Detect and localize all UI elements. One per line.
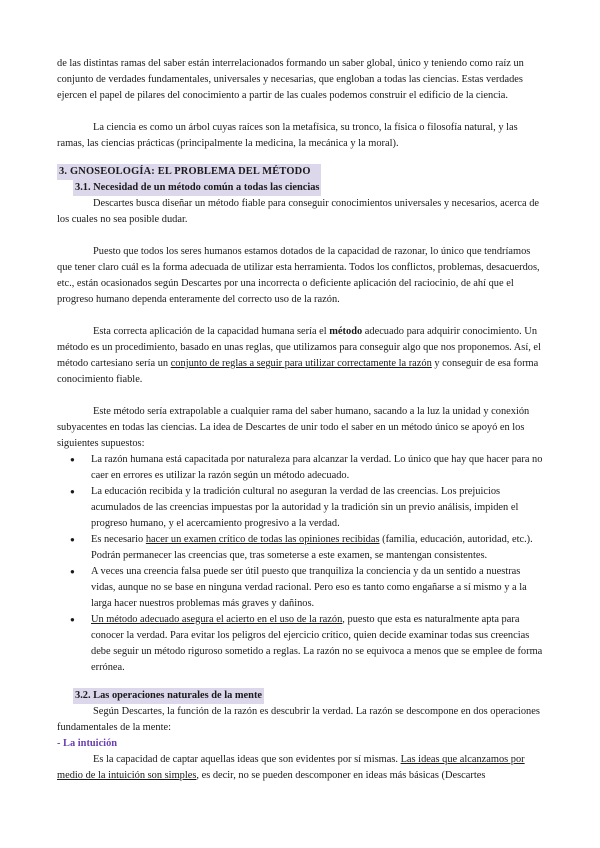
list-item: ● Es necesario hacer un examen crítico de todas las opiniones recibidas (familia, educación, autoridad, etc.). Podrán permanecer las creencias que, tras someterse a este examen, se mantengan consistentes.: [91, 532, 547, 564]
metodo-bold: método: [329, 326, 363, 337]
intro-paragraph-1: de las distintas ramas del saber están interrelacionados formando un saber global, único y teniendo como raíz un conjunto de verdades fundamentales, universales y necesarias, que engloban a todas las ciencias. Estas verdades ejercen el papel de pilares del conocimiento a partir de las cuales podemos construir el edificio de la ciencia.: [57, 58, 524, 101]
list-item: ● A veces una creencia falsa puede ser útil puesto que tranquiliza la conciencia y da un sentido a nuestras vidas, aunque no se base en ninguna verdad racional. Pero eso es tanto como engañarse a sí mismo y a la larga hacer nuestros problemas más graves y dañinos.: [91, 564, 547, 612]
s31-paragraph-4: Este método sería extrapolable a cualquier rama del saber humano, sacando a la luz la unidad y conexión subyacentes en todas las ciencias. La idea de Descartes de unir todo el saber en un método único se apoyó en los siguientes supuestos:: [57, 406, 530, 449]
s32-paragraph-1: Según Descartes, la función de la razón es descubrir la verdad. La razón se descompone en dos operaciones fundamentales de la mente:: [57, 706, 540, 733]
s32-paragraph-2: Es la capacidad de captar aquellas ideas que son evidentes por sí mismas. Las ideas que alcanzamos por medio de la intuición son simples, es decir, no se pueden descomponer en ideas más básicas (Descartes: [57, 754, 525, 781]
list-item: ● La educación recibida y la tradición cultural no aseguran la verdad de las creencias. Los prejuicios acumulados de las creencias impuestas por la autoridad y la tradición sin un previo análisis, impiden el progreso humano, y el acercamiento progresivo a la verdad.: [91, 484, 547, 532]
s31-paragraph-3: Esta correcta aplicación de la capacidad humana sería el método adecuado para adquirir conocimiento. Un método es un procedimiento, basado en unas reglas, que utilizamos para conseguir algo que nos proponemos. Así, el método cartesiano sería un conjunto de reglas a seguir para utilizar correctamente la razón y conseguir de esa forma conocimiento fiable.: [57, 326, 541, 385]
underlined-phrase: conjunto de reglas a seguir para utilizar correctamente la razón: [170, 358, 432, 369]
document-page: [57, 56, 547, 784]
list-item: ● La razón humana está capacitada por naturaleza para alcanzar la verdad. Lo único que hay que hacer para no caer en errores es utilizar la razón según un método adecuado.: [91, 452, 547, 484]
intro-paragraph-2: La ciencia es como un árbol cuyas raíces son la metafísica, su tronco, la física o filosofía natural, y las ramas, las ciencias prácticas (principalmente la medicina, la mecánica y la moral).: [57, 122, 518, 149]
assumptions-list: [57, 452, 547, 676]
section-3-1-heading: 3.1. Necesidad de un método común a todas las ciencias: [73, 180, 321, 196]
s31-paragraph-1: Descartes busca diseñar un método fiable para conseguir conocimientos universales y necesarios, acerca de los cuales no sea posible dudar.: [57, 198, 540, 225]
section-3-heading: 3. GNOSEOLOGÍA: EL PROBLEMA DEL MÉTODO: [57, 164, 321, 180]
s31-paragraph-2: Puesto que todos los seres humanos estamos dotados de la capacidad de razonar, lo único que tendríamos que tener claro cuál es la forma adecuada de utilizar esta herramienta. Todos los conflictos, problemas, desacuerdos, etc., están ocasionados según Descartes por una incorrecta o deficiente aplicación del raciocinio, de ahí que el progreso humano dependa enteramente del correcto uso de la razón.: [57, 246, 540, 305]
intuicion-label: - La intuición: [57, 738, 118, 749]
section-3-2-heading: 3.2. Las operaciones naturales de la mente: [73, 688, 264, 704]
list-item: ● Un método adecuado asegura el acierto en el uso de la razón, puesto que esta es naturalmente apta para conocer la verdad. Para evitar los peligros del ejercicio crítico, quien decide examinar todas sus creencias debe seguir un método riguroso sometido a reglas. La razón no se equivoca a menos que se emplee de forma errónea.: [91, 612, 547, 676]
